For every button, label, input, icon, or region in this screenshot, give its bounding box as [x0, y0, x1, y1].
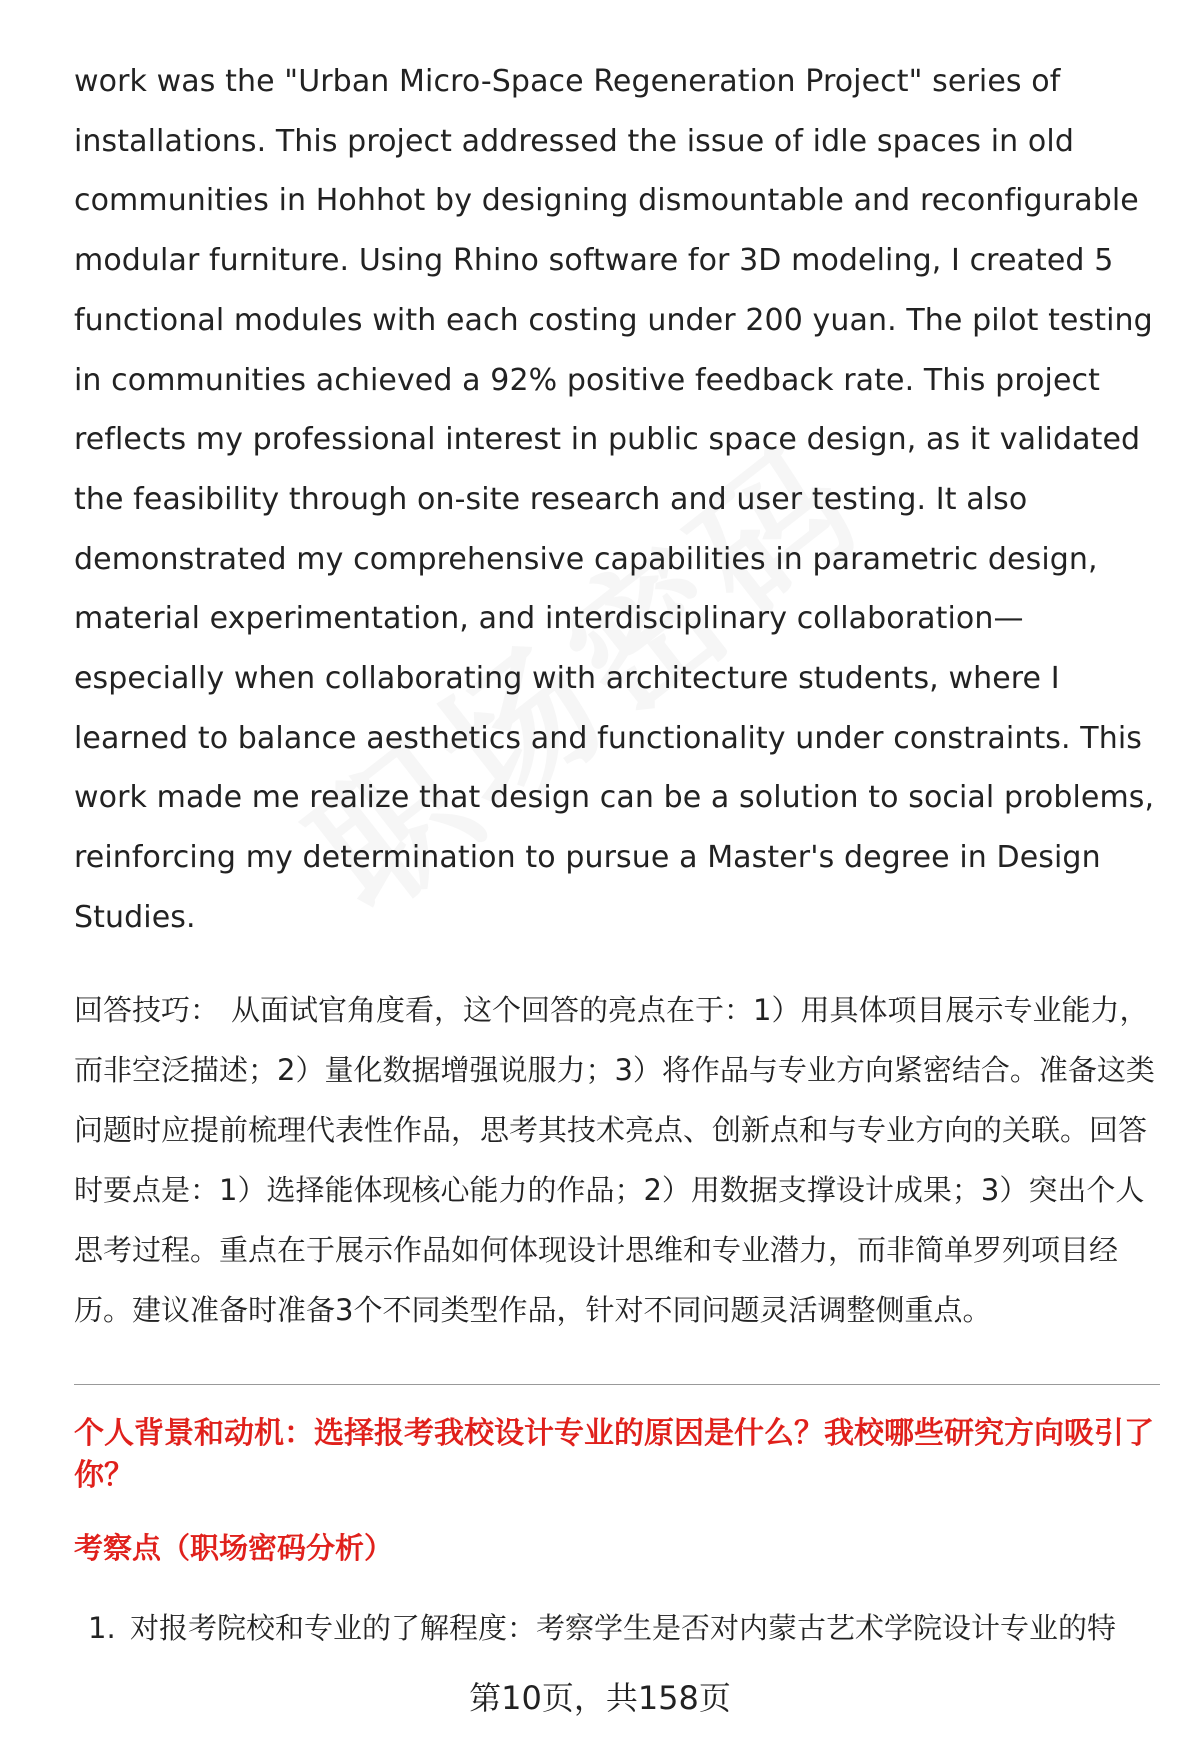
list-item [74, 1607, 1160, 1649]
list-item-number: 1. [88, 1610, 116, 1645]
section-divider [74, 1384, 1160, 1385]
document-page [74, 52, 1160, 1649]
answer-paragraph: work was the "Urban Micro-Space Regeneration Project" series of installations. This project addressed the issue of idle spaces in old communities in Hohhot by designing dismountable and reconfigurable modular furniture. Using Rhino software for 3D modeling, I created 5 functional modules with each costing under 200 yuan. The pilot testing in communities achieved a 92% positive feedback rate. This project reflects my professional interest in public space design, as it validated the feasibility through on-site research and user testing. It also demonstrated my comprehensive capabilities in parametric design, material experimentation, and interdisciplinary collaboration—especially when collaborating with architecture students, where I learned to balance aesthetics and functionality under constraints. This work made me realize that design can be a solution to social problems, reinforcing my determination to pursue a Master's degree in Design Studies. [74, 64, 1155, 935]
focus-list [74, 1607, 1160, 1649]
tips-text: 从面试官角度看，这个回答的亮点在于：1）用具体项目展示专业能力，而非空泛描述；2）量化数据增强说服力；3）将作品与专业方向紧密结合。准备这类问题时应提前梳理代表性作品，思考其技术亮点、创新点和与专业方向的关联。回答时要点是：1）选择能体现核心能力的作品；2）用数据支撑设计成果；3）突出个人思考过程。重点在于展示作品如何体现设计思维和专业潜力，而非简单罗列项目经历。建议准备时准备3个不同类型作品，针对不同问题灵活调整侧重点。 [74, 992, 1155, 1327]
tips-label: 回答技巧： [74, 992, 220, 1027]
list-item-text: 对报考院校和专业的了解程度：考察学生是否对内蒙古艺术学院设计专业的特 [130, 1610, 1117, 1645]
page-footer: 第10页，共158页 [469, 1679, 731, 1717]
answer-tips [74, 980, 1160, 1340]
question-heading: 个人背景和动机：选择报考我校设计专业的原因是什么？我校哪些研究方向吸引了你？ [74, 1415, 1154, 1493]
focus-heading: 考察点（职场密码分析） [74, 1530, 394, 1565]
